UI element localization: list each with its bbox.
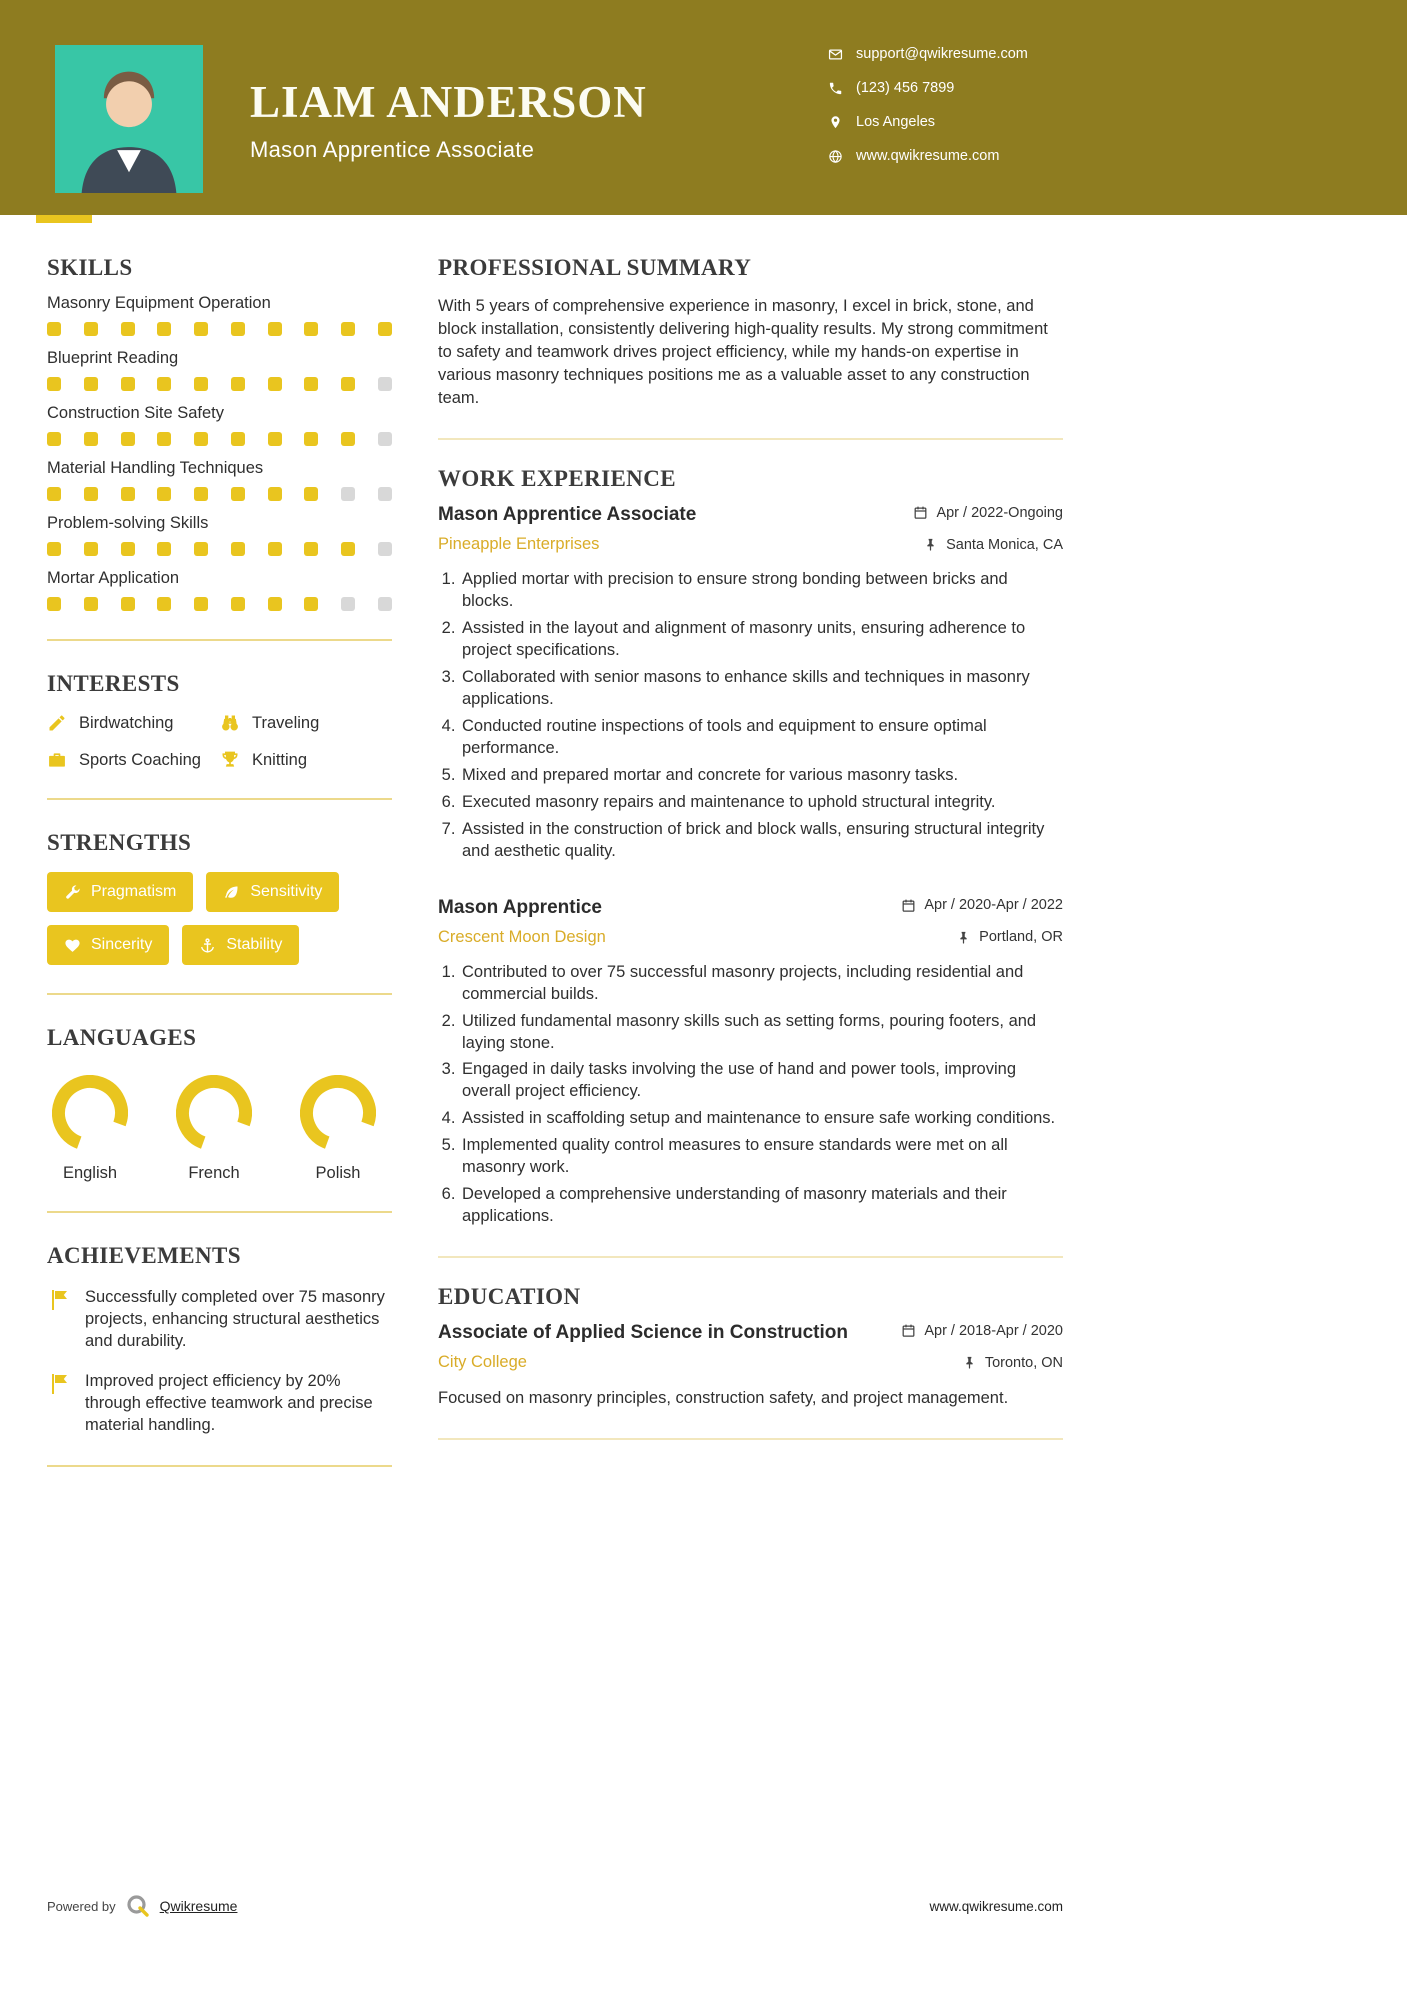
contact-text: support@qwikresume.com (856, 46, 1028, 62)
interest-label: Traveling (252, 713, 320, 732)
skill-dot (231, 597, 245, 611)
achievements-list (47, 1287, 392, 1437)
job-bullet: 2. Utilized fundamental masonry skills such as setting forms, pouring footers, and laying stone. (460, 1011, 1063, 1055)
flag-icon (47, 1288, 71, 1312)
job-dates (913, 505, 1063, 521)
skill-dot (268, 377, 282, 391)
skill-row (47, 349, 392, 391)
education-section (438, 1284, 1063, 1440)
job-dates-text: Apr / 2022-Ongoing (936, 504, 1063, 521)
section-divider (47, 639, 392, 641)
skill-dot (304, 377, 318, 391)
skill-dot (304, 487, 318, 501)
section-divider (47, 1211, 392, 1213)
pushpin-icon (923, 537, 938, 552)
skill-dot (47, 487, 61, 501)
interests-heading: INTERESTS (47, 671, 180, 696)
education-location (962, 1355, 1063, 1371)
language-level-donut (52, 1075, 128, 1151)
skill-dot (47, 542, 61, 556)
job-bullet: 5. Mixed and prepared mortar and concrete for various masonry tasks. (460, 765, 1063, 787)
skill-dot (231, 377, 245, 391)
job-bullet: 1. Contributed to over 75 successful masonry projects, including residential and commercial builds. (460, 962, 1063, 1006)
languages-heading: LANGUAGES (47, 1025, 197, 1050)
skills-list (47, 294, 392, 611)
skill-dot (47, 432, 61, 446)
education-text: Focused on masonry principles, construction safety, and project management. (438, 1389, 1009, 1408)
trophy-icon (220, 750, 240, 770)
location-icon (828, 115, 843, 130)
header-band (0, 0, 1407, 215)
skill-dot (194, 432, 208, 446)
skill-dot (84, 597, 98, 611)
education-location-text: Toronto, ON (984, 1354, 1063, 1371)
interest-label: Knitting (252, 750, 308, 769)
section-divider (438, 438, 1063, 440)
education-header (438, 1322, 1063, 1344)
section-divider (47, 798, 392, 800)
flag-icon (47, 1372, 71, 1396)
job-location (956, 929, 1063, 945)
skill-level-dots (47, 487, 392, 501)
skill-dot (121, 322, 135, 336)
footer-site-link[interactable]: www.qwikresume.com (929, 1898, 1063, 1914)
skill-dot (231, 322, 245, 336)
skill-dot (268, 432, 282, 446)
skill-dot (341, 597, 355, 611)
job-title: Mason Apprentice (438, 896, 602, 918)
contact-text: (123) 456 7899 (856, 80, 955, 96)
job-subheader (438, 928, 1063, 947)
skill-level-dots (47, 322, 392, 336)
contact-text: www.qwikresume.com (856, 148, 1000, 164)
skill-row (47, 294, 392, 336)
pencil-icon (47, 713, 67, 733)
language-label: English (62, 1164, 118, 1182)
contact-text: Los Angeles (856, 114, 936, 130)
skill-dot (84, 432, 98, 446)
strength-label: Stability (226, 936, 283, 953)
pushpin-icon (962, 1355, 977, 1370)
skill-dot (194, 542, 208, 556)
identity-block (250, 77, 647, 163)
left-column (47, 255, 392, 1497)
skill-dot (194, 377, 208, 391)
skill-name: Blueprint Reading (47, 349, 179, 367)
page-footer (47, 1893, 1063, 1919)
skill-dot (194, 487, 208, 501)
contact-list (828, 46, 1028, 164)
skill-dot (378, 322, 392, 336)
interests-section (47, 671, 392, 800)
accent-tab (36, 215, 92, 223)
language-level-donut (300, 1075, 376, 1151)
job-bullet-list (438, 569, 1063, 862)
language-item (47, 1075, 133, 1183)
skill-dot (121, 597, 135, 611)
email-icon (828, 47, 843, 62)
job-bullet: 5. Implemented quality control measures to ensure standards were met on all masonry work. (460, 1135, 1063, 1179)
leaf-icon (223, 884, 240, 901)
job-entry (438, 897, 1063, 1228)
education-dates-text: Apr / 2018-Apr / 2020 (924, 1322, 1063, 1339)
experience-heading: WORK EXPERIENCE (438, 466, 676, 492)
skill-dot (84, 542, 98, 556)
section-divider (438, 1256, 1063, 1258)
job-dates-text: Apr / 2020-Apr / 2022 (924, 897, 1063, 914)
skill-dot (157, 597, 171, 611)
skill-dot (341, 542, 355, 556)
job-bullet: 2. Assisted in the layout and alignment of masonry units, ensuring adherence to project specifications. (460, 618, 1063, 662)
skill-dot (378, 432, 392, 446)
skill-row (47, 569, 392, 611)
section-divider (438, 1438, 1063, 1440)
skill-level-dots (47, 432, 392, 446)
content-columns (47, 255, 1063, 1497)
job-company: Crescent Moon Design (438, 927, 606, 946)
skill-level-dots (47, 377, 392, 391)
skill-dot (84, 377, 98, 391)
strengths-section (47, 830, 392, 995)
brand-block (47, 1893, 237, 1919)
job-dates (901, 897, 1063, 913)
job-bullet: 4. Conducted routine inspections of tools and equipment to ensure optimal performance. (460, 716, 1063, 760)
strength-pill (182, 925, 299, 965)
job-entry (438, 504, 1063, 862)
language-label: French (188, 1164, 240, 1182)
job-bullet: 6. Executed masonry repairs and maintenance to uphold structural integrity. (460, 792, 1063, 814)
calendar-icon (901, 1323, 916, 1338)
skill-dot (157, 377, 171, 391)
job-title-heading: Mason Apprentice Associate (250, 137, 535, 162)
skill-dot (341, 322, 355, 336)
contact-item[interactable] (828, 80, 1028, 96)
language-level-donut (176, 1075, 252, 1151)
calendar-icon (901, 898, 916, 913)
job-bullet: 7. Assisted in the construction of brick and block walls, ensuring structural integrity and aesthetic quality. (460, 819, 1063, 863)
heart-icon (64, 937, 81, 954)
name-heading: LIAM ANDERSON (250, 77, 647, 127)
skills-section (47, 255, 392, 641)
education-heading: EDUCATION (438, 1284, 581, 1310)
skill-dot (231, 542, 245, 556)
job-header (438, 504, 1063, 526)
skill-dot (194, 597, 208, 611)
job-company: Pineapple Enterprises (438, 535, 600, 554)
education-subheader (438, 1353, 1063, 1372)
skill-dot (304, 542, 318, 556)
achievement-text: Improved project efficiency by 20% through effective teamwork and precise material handling. (85, 1371, 373, 1434)
globe-icon (828, 149, 843, 164)
skill-dot (47, 597, 61, 611)
skill-dot (84, 487, 98, 501)
skill-row (47, 404, 392, 446)
strength-pill (47, 925, 169, 965)
skill-dot (231, 487, 245, 501)
powered-by-label: Powered by (47, 1898, 116, 1914)
skill-name: Problem-solving Skills (47, 514, 209, 532)
achievement-text: Successfully completed over 75 masonry projects, enhancing structural aesthetics and durability. (85, 1288, 385, 1350)
achievement-item (47, 1371, 392, 1437)
skill-dot (121, 432, 135, 446)
strengths-heading: STRENGTHS (47, 830, 192, 855)
profile-photo (55, 45, 203, 193)
job-bullet: 3. Engaged in daily tasks involving the use of hand and power tools, improving overall project efficiency. (460, 1059, 1063, 1103)
skill-dot (157, 322, 171, 336)
skill-dot (121, 542, 135, 556)
person-photo-placeholder (55, 45, 203, 193)
interest-item (220, 713, 392, 733)
pushpin-icon (956, 930, 971, 945)
contact-item[interactable] (828, 148, 1028, 164)
skill-dot (268, 487, 282, 501)
qwikresume-logo-icon[interactable] (125, 1893, 151, 1919)
language-item (171, 1075, 257, 1183)
skill-dot (268, 597, 282, 611)
wrench-icon (64, 884, 81, 901)
education-entry (438, 1322, 1063, 1410)
skill-dot (341, 432, 355, 446)
experience-section (438, 466, 1063, 1258)
skill-row (47, 514, 392, 556)
job-title: Mason Apprentice Associate (438, 504, 697, 526)
job-bullet: 4. Assisted in scaffolding setup and maintenance to ensure safe working conditions. (460, 1108, 1063, 1130)
summary-section (438, 255, 1063, 440)
summary-heading: PROFESSIONAL SUMMARY (438, 255, 752, 280)
skill-dot (304, 322, 318, 336)
job-bullet: 6. Developed a comprehensive understanding of masonry materials and their applications. (460, 1184, 1063, 1228)
strength-label: Sincerity (91, 936, 153, 953)
achievements-section (47, 1243, 392, 1467)
strength-pill (206, 872, 339, 912)
skill-name: Material Handling Techniques (47, 459, 264, 477)
strength-label: Sensitivity (250, 883, 323, 900)
skill-dot (157, 432, 171, 446)
language-item (295, 1075, 381, 1183)
skill-dot (304, 432, 318, 446)
skill-row (47, 459, 392, 501)
job-bullet: 3. Collaborated with senior masons to enhance skills and techniques in masonry applications. (460, 667, 1063, 711)
skill-dot (194, 322, 208, 336)
strengths-list (47, 872, 392, 965)
briefcase-icon (47, 750, 67, 770)
language-label: Polish (315, 1164, 361, 1182)
brand-link[interactable]: Qwikresume (159, 1898, 238, 1914)
interest-label: Birdwatching (79, 713, 174, 732)
job-location (923, 537, 1063, 553)
skills-heading: SKILLS (47, 255, 133, 280)
education-degree: Associate of Applied Science in Construction (438, 1322, 848, 1344)
right-column (438, 255, 1063, 1497)
skill-dot (378, 377, 392, 391)
interest-item (220, 750, 392, 770)
education-school: City College (438, 1353, 527, 1372)
skill-dot (47, 377, 61, 391)
job-bullet: 1. Applied mortar with precision to ensure strong bonding between bricks and blocks. (460, 569, 1063, 613)
skill-name: Construction Site Safety (47, 404, 225, 422)
skill-dot (304, 597, 318, 611)
binoculars-icon (220, 713, 240, 733)
skill-name: Mortar Application (47, 569, 180, 587)
interest-item (47, 750, 220, 770)
skill-dot (378, 487, 392, 501)
interests-list (47, 713, 392, 770)
skill-dot (231, 432, 245, 446)
section-divider (47, 993, 392, 995)
job-location-text: Portland, OR (979, 929, 1063, 946)
section-divider (47, 1465, 392, 1467)
skill-level-dots (47, 597, 392, 611)
anchor-icon (199, 937, 216, 954)
calendar-icon (913, 505, 928, 520)
skill-dot (157, 487, 171, 501)
strength-label: Pragmatism (91, 883, 177, 900)
skill-level-dots (47, 542, 392, 556)
achievement-item (47, 1287, 392, 1353)
languages-section (47, 1025, 392, 1213)
job-location-text: Santa Monica, CA (946, 536, 1063, 553)
skill-name: Masonry Equipment Operation (47, 294, 271, 312)
skill-dot (121, 487, 135, 501)
strength-pill (47, 872, 193, 912)
interest-label: Sports Coaching (79, 750, 201, 769)
skill-dot (341, 377, 355, 391)
skill-dot (341, 487, 355, 501)
skill-dot (268, 322, 282, 336)
job-header (438, 897, 1063, 919)
summary-text: With 5 years of comprehensive experience in masonry, I excel in brick, stone, and block installation, consistently delivering high-quality results. My strong commitment to safety and teamwork drives project efficiency, while my hands-on expertise in various masonry techniques positions me as a valuable asset to any construction team. (438, 297, 1048, 408)
phone-icon (828, 81, 843, 96)
skill-dot (268, 542, 282, 556)
interest-item (47, 713, 220, 733)
skill-dot (378, 597, 392, 611)
skill-dot (84, 322, 98, 336)
skill-dot (121, 377, 135, 391)
job-subheader (438, 535, 1063, 554)
skill-dot (378, 542, 392, 556)
skill-dot (47, 322, 61, 336)
languages-list (47, 1075, 392, 1183)
achievements-heading: ACHIEVEMENTS (47, 1243, 241, 1268)
education-dates (901, 1323, 1063, 1339)
job-bullet-list (438, 962, 1063, 1228)
contact-item[interactable] (828, 46, 1028, 62)
contact-item[interactable] (828, 114, 1028, 130)
skill-dot (157, 542, 171, 556)
